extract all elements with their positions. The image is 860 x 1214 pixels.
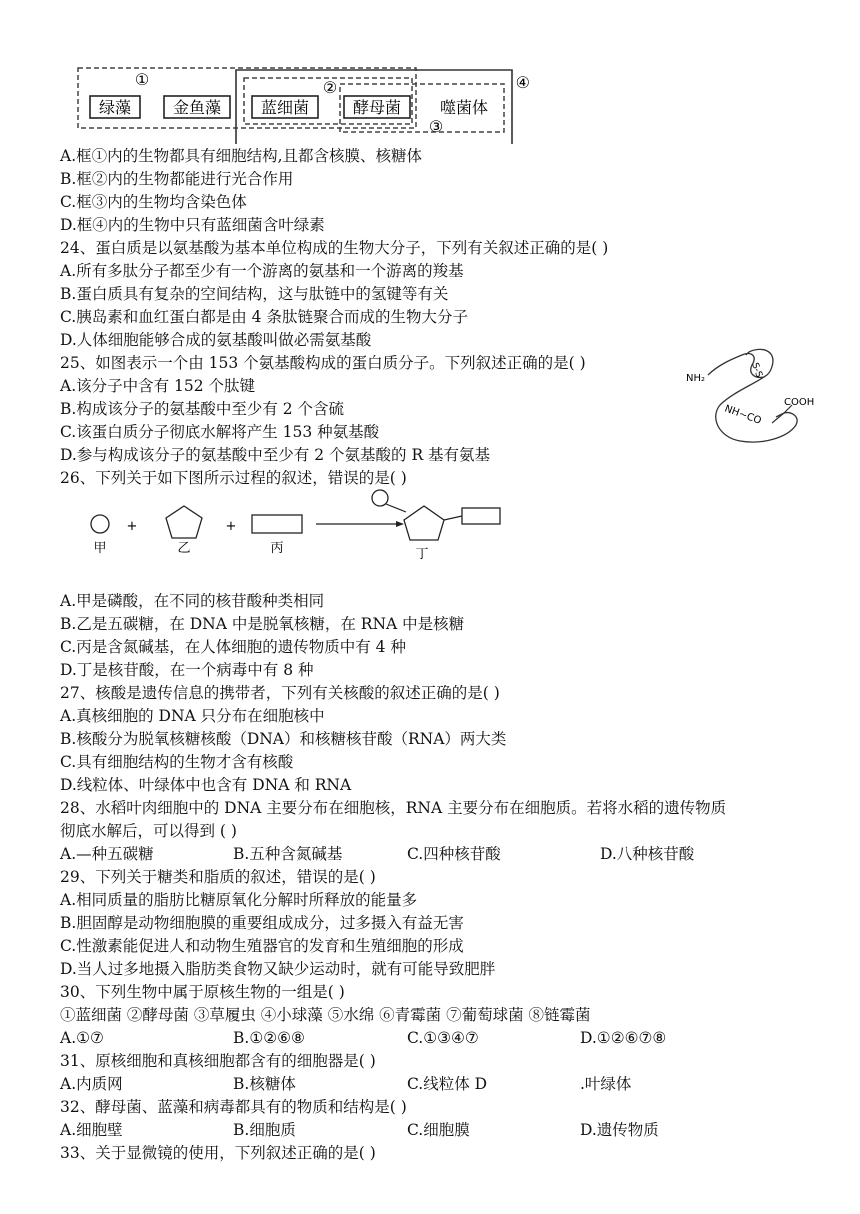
nh2-label: NH₂ bbox=[686, 373, 706, 384]
q28-option-a: A.—种五碳糖 bbox=[60, 845, 154, 863]
q31-option-a: A.内质网 bbox=[60, 1075, 123, 1093]
q32-options-row bbox=[60, 1119, 800, 1141]
q25-stem: 25、如图表示一个由 153 个氨基酸构成的蛋白质分子。下列叙述正确的是( ) bbox=[60, 354, 586, 372]
q30-organism-list: ①蓝细菌 ②酵母菌 ③草履虫 ④小球藻 ⑤水绵 ⑥青霉菌 ⑦葡萄球菌 ⑧链霉菌 bbox=[60, 1006, 591, 1024]
q31-stem: 31、原核细胞和真核细胞都含有的细胞器是( ) bbox=[60, 1052, 376, 1070]
q25-option-c: C.该蛋白质分子彻底水解将产生 153 种氨基酸 bbox=[60, 423, 380, 441]
q28-option-c: C.四种核苷酸 bbox=[407, 845, 501, 863]
q27-option-c: C.具有细胞结构的生物才含有核酸 bbox=[60, 753, 294, 771]
marker-1: ① bbox=[134, 70, 150, 89]
q27-option-d: D.线粒体、叶绿体中也含有 DNA 和 RNA bbox=[60, 776, 352, 794]
q26-option-a: A.甲是磷酸，在不同的核苷酸种类相同 bbox=[60, 592, 325, 610]
q23-option-c: C.框③内的生物均含染色体 bbox=[60, 193, 247, 211]
disulfide-label: S-S bbox=[749, 361, 764, 379]
q24-option-d: D.人体细胞能够合成的氨基酸叫做必需氨基酸 bbox=[60, 331, 372, 349]
q29-option-c: C.性激素能促进人和动物生殖器官的发育和生殖细胞的形成 bbox=[60, 937, 464, 955]
q29-stem: 29、下列关于糖类和脂质的叙述，错误的是( ) bbox=[60, 868, 376, 886]
phosphate-circle bbox=[91, 515, 109, 533]
q24-stem: 24、蛋白质是以氨基酸为基本单位构成的生物大分子，下列有关叙述正确的是( ) bbox=[60, 239, 609, 257]
q27-stem: 27、核酸是遗传信息的携带者，下列有关核酸的叙述正确的是( ) bbox=[60, 684, 500, 702]
q30-stem: 30、下列生物中属于原核生物的一组是( ) bbox=[60, 983, 345, 1001]
q24-option-a: A.所有多肽分子都至少有一个游离的氨基和一个游离的羧基 bbox=[60, 262, 464, 280]
q30-options-row bbox=[60, 1027, 800, 1049]
q28-stem-line1: 28、水稻叶肉细胞中的 DNA 主要分布在细胞核，RNA 主要分布在细胞质。若将水稻的遗传物质 bbox=[60, 799, 727, 817]
label-goldfish-weed: 金鱼藻 bbox=[172, 98, 222, 117]
q28-stem-line2: 彻底水解后，可以得到 ( ) bbox=[60, 822, 237, 840]
classification-figure bbox=[72, 60, 532, 146]
q27-option-b: B.核酸分为脱氧核糖核酸（DNA）和核糖核苷酸（RNA）两大类 bbox=[60, 730, 507, 748]
q26-stem: 26、下列关于如下图所示过程的叙述，错误的是( ) bbox=[60, 469, 407, 487]
q32-stem: 32、酵母菌、蓝藻和病毒都具有的物质和结构是( ) bbox=[60, 1098, 407, 1116]
nucleotide-sugar bbox=[404, 506, 444, 540]
sugar-pentagon bbox=[166, 506, 202, 538]
q31-option-b: B.核糖体 bbox=[233, 1075, 296, 1093]
base-rect bbox=[252, 515, 302, 533]
label-yeast: 酵母菌 bbox=[352, 98, 402, 117]
q28-options-row bbox=[60, 843, 800, 865]
q29-option-b: B.胆固醇是动物细胞膜的重要组成成分，过多摄入有益无害 bbox=[60, 914, 464, 932]
q25-option-a: A.该分子中含有 152 个肽键 bbox=[60, 377, 256, 395]
q26-option-d: D.丁是核苷酸，在一个病毒中有 8 种 bbox=[60, 661, 314, 679]
q24-option-c: C.胰岛素和血红蛋白都是由 4 条肽链聚合而成的生物大分子 bbox=[60, 308, 468, 326]
q24-option-b: B.蛋白质具有复杂的空间结构，这与肽链中的氢键等有关 bbox=[60, 285, 449, 303]
q25-option-b: B.构成该分子的氨基酸中至少有 2 个含硫 bbox=[60, 400, 345, 418]
protein-figure bbox=[680, 345, 830, 457]
label-bing: 丙 bbox=[270, 541, 284, 556]
q31-options-row bbox=[60, 1073, 800, 1095]
q28-option-b: B.五种含氮碱基 bbox=[233, 845, 343, 863]
marker-3: ③ bbox=[428, 117, 444, 136]
q33-stem: 33、关于显微镜的使用，下列叙述正确的是( ) bbox=[60, 1144, 376, 1162]
q31-option-d: .叶绿体 bbox=[580, 1075, 632, 1093]
q32-option-c: C.细胞膜 bbox=[407, 1121, 470, 1139]
label-phage: 噬菌体 bbox=[439, 98, 489, 117]
marker-2: ② bbox=[322, 78, 338, 97]
q31-option-c: C.线粒体 D bbox=[407, 1075, 488, 1093]
q32-option-d: D.遗传物质 bbox=[580, 1121, 659, 1139]
label-jia: 甲 bbox=[93, 541, 107, 556]
label-cyanobacteria: 蓝细菌 bbox=[260, 98, 310, 117]
q32-option-b: B.细胞质 bbox=[233, 1121, 296, 1139]
q27-option-a: A.真核细胞的 DNA 只分布在细胞核中 bbox=[60, 707, 325, 725]
label-green-algae: 绿藻 bbox=[98, 98, 132, 117]
plus-2: + bbox=[225, 519, 237, 534]
plus-1: + bbox=[126, 519, 138, 534]
q32-option-a: A.细胞壁 bbox=[60, 1121, 123, 1139]
q23-option-d: D.框④内的生物中只有蓝细菌含叶绿素 bbox=[60, 216, 325, 234]
nucleotide-figure bbox=[80, 488, 520, 588]
q30-option-b: B.①②⑥⑧ bbox=[233, 1029, 305, 1047]
q26-option-b: B.乙是五碳糖，在 DNA 中是脱氧核糖，在 RNA 中是核糖 bbox=[60, 615, 465, 633]
label-ding: 丁 bbox=[415, 547, 429, 562]
marker-4: ④ bbox=[515, 73, 530, 92]
q30-option-a: A.①⑦ bbox=[60, 1029, 104, 1047]
q25-option-d: D.参与构成该分子的氨基酸中至少有 2 个氨基酸的 R 基有氨基 bbox=[60, 446, 491, 464]
q23-option-a: A.框①内的生物都具有细胞结构,且都含核膜、核糖体 bbox=[60, 147, 423, 165]
label-yi: 乙 bbox=[177, 541, 191, 556]
nucleotide-base bbox=[462, 508, 500, 524]
q23-option-b: B.框②内的生物都能进行光合作用 bbox=[60, 170, 294, 188]
cooh-label: COOH bbox=[784, 397, 815, 408]
q29-option-d: D.当人过多地摄入脂肪类食物又缺少运动时，就有可能导致肥胖 bbox=[60, 960, 496, 978]
nucleotide-phosphate bbox=[372, 490, 388, 506]
q29-option-a: A.相同质量的脂肪比糖原氧化分解时所释放的能量多 bbox=[60, 891, 418, 909]
q30-option-d: D.①②⑥⑦⑧ bbox=[580, 1029, 667, 1047]
q28-option-d: D.八种核苷酸 bbox=[600, 845, 695, 863]
peptide-bond-label: NH~CO bbox=[722, 403, 763, 427]
q26-option-c: C.丙是含氮碱基，在人体细胞的遗传物质中有 4 种 bbox=[60, 638, 406, 656]
q30-option-c: C.①③④⑦ bbox=[407, 1029, 479, 1047]
